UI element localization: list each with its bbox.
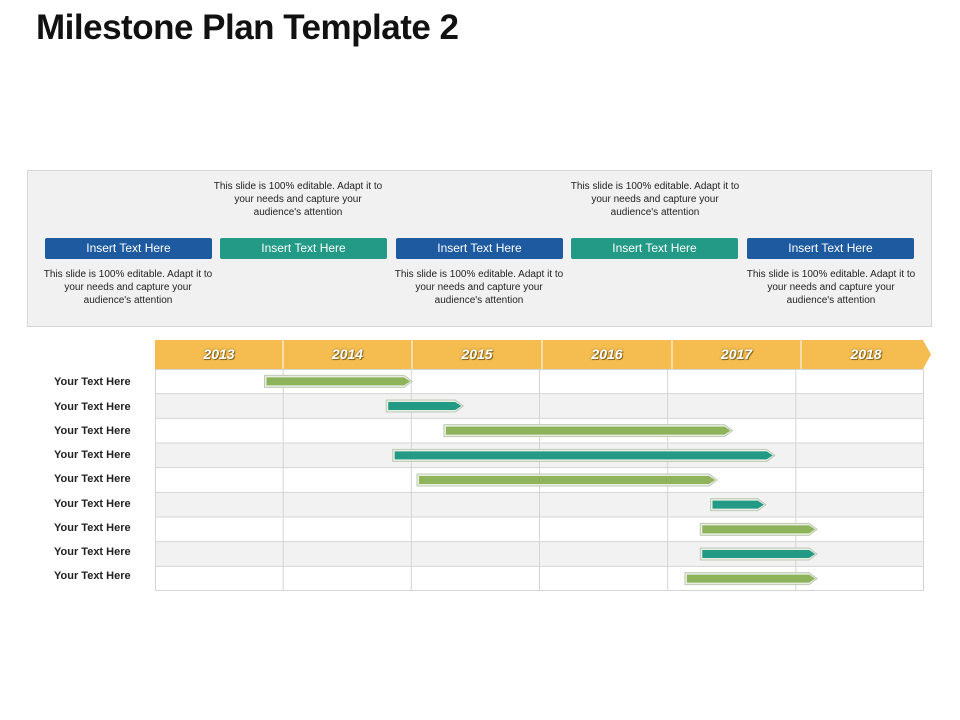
milestone-1-label[interactable]: Insert Text Here xyxy=(45,238,212,259)
milestone-3-label[interactable]: Insert Text Here xyxy=(396,238,563,259)
milestone-2-desc: This slide is 100% editable. Adapt it to your needs and capture your audience's attention xyxy=(213,181,383,218)
gantt-bar xyxy=(267,377,411,385)
year-2016: 2016 xyxy=(591,346,623,362)
gantt-bar xyxy=(687,575,815,583)
year-2014: 2014 xyxy=(331,346,364,362)
row-label: Your Text Here xyxy=(54,546,131,558)
gantt-bar xyxy=(446,427,731,435)
gantt-bar xyxy=(713,501,764,509)
gantt-bar xyxy=(702,550,815,558)
year-2017: 2017 xyxy=(720,346,753,362)
year-2013: 2013 xyxy=(203,346,235,362)
milestone-2-label[interactable]: Insert Text Here xyxy=(220,238,387,259)
row-label: Your Text Here xyxy=(54,570,131,582)
year-2018: 2018 xyxy=(850,346,882,362)
row-label: Your Text Here xyxy=(54,401,131,413)
row-label: Your Text Here xyxy=(54,473,131,485)
row-label: Your Text Here xyxy=(54,498,131,510)
gantt-bar xyxy=(702,525,815,533)
gantt-grid xyxy=(155,369,924,591)
row-label: Your Text Here xyxy=(54,425,131,437)
milestone-3-desc: This slide is 100% editable. Adapt it to your needs and capture your audience's attention xyxy=(394,269,564,306)
milestone-4-label[interactable]: Insert Text Here xyxy=(571,238,738,259)
year-2015: 2015 xyxy=(461,346,493,362)
milestone-1-desc: This slide is 100% editable. Adapt it to your needs and capture your audience's attention xyxy=(43,269,213,306)
gantt-bar xyxy=(388,402,461,410)
gantt-bar xyxy=(419,476,715,484)
row-label: Your Text Here xyxy=(54,376,131,388)
milestone-4-desc: This slide is 100% editable. Adapt it to your needs and capture your audience's attention xyxy=(570,181,740,218)
page-title: Milestone Plan Template 2 xyxy=(36,8,459,47)
row-label: Your Text Here xyxy=(54,449,131,461)
milestone-5-label[interactable]: Insert Text Here xyxy=(747,238,914,259)
row-label: Your Text Here xyxy=(54,522,131,534)
milestone-5-desc: This slide is 100% editable. Adapt it to your needs and capture your audience's attention xyxy=(746,269,916,306)
gantt-bar xyxy=(395,451,773,459)
